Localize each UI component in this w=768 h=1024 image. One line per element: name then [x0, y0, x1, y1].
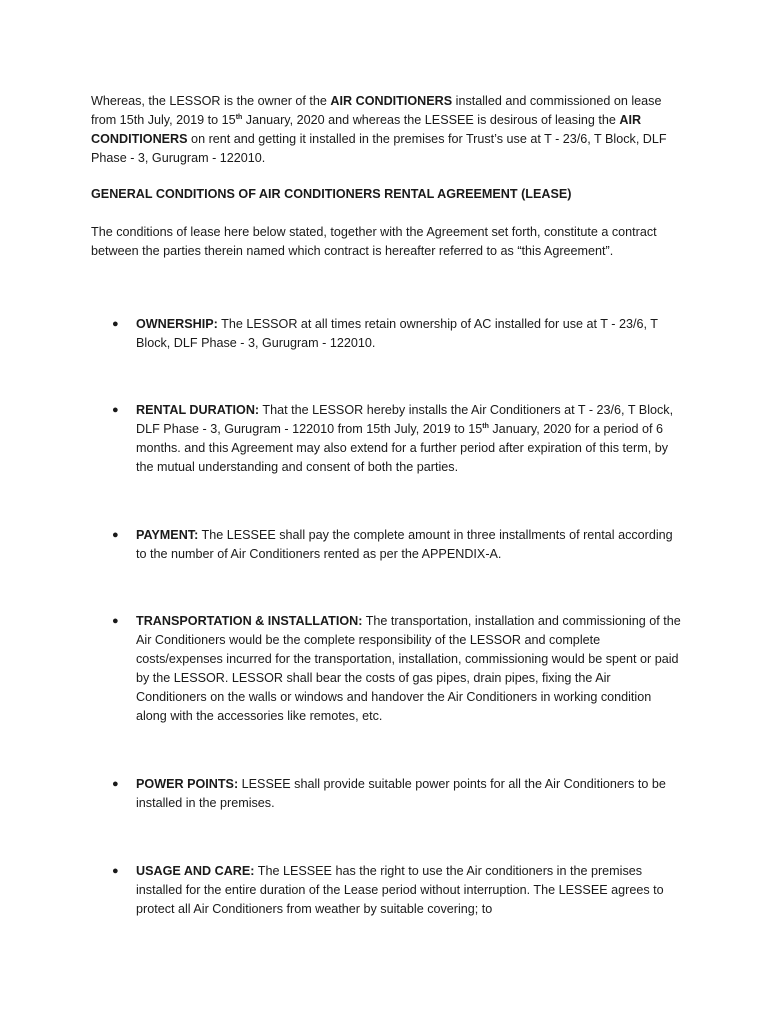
- intro-bold-2: AIR CONDITIONERS: [91, 113, 642, 146]
- bullet-icon: ●: [112, 529, 119, 541]
- bullet-icon: ●: [112, 778, 119, 790]
- item-text-continued: January, 2020 for a period of 6 months. and this Agreement may also extend for a further period after expiration of this term, by the mutual understanding and consent of both the parties.: [136, 422, 669, 474]
- bullet-icon: ●: [112, 404, 119, 416]
- item-title: POWER POINTS:: [136, 777, 239, 791]
- item-text: The LESSEE shall pay the complete amount in three installments of rental according to the number of Air Conditioners rented as per the APPENDIX-A.: [136, 528, 673, 561]
- list-item-ownership: [112, 315, 681, 353]
- list-item-power-points: [112, 775, 681, 813]
- intro-text-2: installed and commissioned on lease from 15th July, 2019 to 15: [91, 94, 662, 127]
- intro-superscript: th: [235, 114, 243, 121]
- item-superscript: th: [482, 423, 489, 430]
- item-title: RENTAL DURATION:: [136, 403, 260, 417]
- list-item-payment: [112, 526, 681, 564]
- bullet-icon: ●: [112, 318, 119, 330]
- item-text: The LESSOR at all times retain ownership of AC installed for use at T - 23/6, T Block, DLF Phase - 3, Gurugram - 122010.: [136, 317, 658, 350]
- intro-text-4: on rent and getting it installed in the premises for Trust’s use at T - 23/6, T Block, DLF Phase - 3, Gurugram - 122010.: [91, 132, 667, 165]
- item-text: LESSEE shall provide suitable power points for all the Air Conditioners to be installed in the premises.: [136, 777, 666, 810]
- item-title: OWNERSHIP:: [136, 317, 218, 331]
- intro-text-1: Whereas, the LESSOR is the owner of the: [91, 94, 331, 108]
- item-title: TRANSPORTATION & INSTALLATION:: [136, 614, 363, 628]
- item-title: USAGE AND CARE:: [136, 864, 255, 878]
- list-item-usage-and-care: [112, 862, 681, 919]
- list-item-rental-duration: [112, 401, 681, 477]
- item-text: The transportation, installation and commissioning of the Air Conditioners would be the complete responsibility of the LESSOR and complete costs/expenses incurred for the transportation, installation, commissioning would be spent or paid by the LESSOR. LESSOR shall bear the costs of gas pipes, drain pipes, fixing the Air Conditioners on the walls or windows and handover the Air Conditioners in working condition along with the accessories like remotes, etc.: [136, 614, 681, 723]
- intro-bold-1: AIR CONDITIONERS: [330, 94, 453, 108]
- intro-paragraph: [91, 92, 681, 168]
- bullet-icon: ●: [112, 615, 119, 627]
- item-text: The LESSEE has the right to use the Air conditioners in the premises installed for the entire duration of the Lease period without interruption. The LESSEE agrees to protect all Air Conditioners from weather by suitable covering; to: [136, 864, 664, 916]
- item-title: PAYMENT:: [136, 528, 199, 542]
- section-heading: GENERAL CONDITIONS OF AIR CONDITIONERS RENTAL AGREEMENT (LEASE): [91, 187, 572, 201]
- conditions-intro-paragraph: The conditions of lease here below stated, together with the Agreement set forth, constitute a contract between the parties therein named which contract is hereafter referred to as “this Agreement”.: [91, 225, 657, 258]
- intro-text-3: January, 2020 and whereas the LESSEE is desirous of leasing the: [242, 113, 620, 127]
- list-item-transportation-installation: [112, 612, 681, 726]
- bullet-icon: ●: [112, 865, 119, 877]
- item-text: That the LESSOR hereby installs the Air Conditioners at T - 23/6, T Block, DLF Phase - 3, Gurugram - 122010 from 15th July, 2019 to 15: [136, 403, 674, 436]
